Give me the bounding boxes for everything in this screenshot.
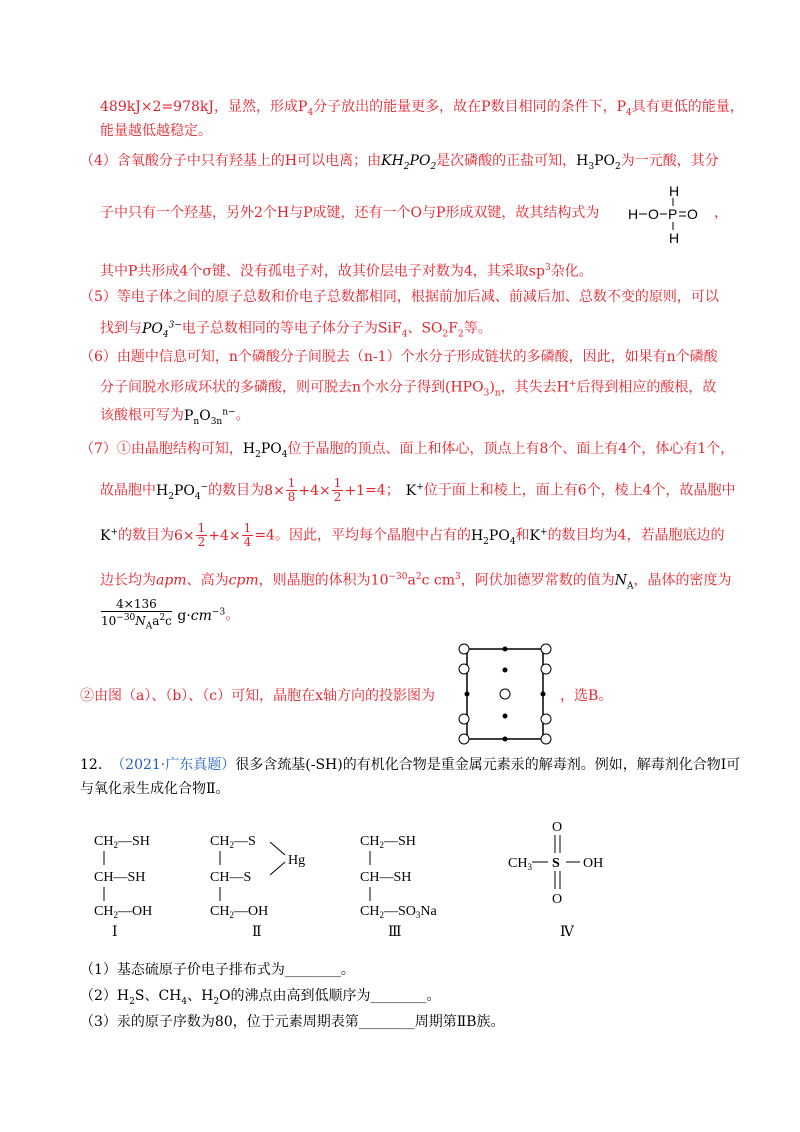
svg-text:CH2—OH: $CH_2—OH$ [94, 904, 153, 920]
svg-text:O: O [687, 206, 698, 222]
svg-text:H: H [669, 230, 680, 246]
svg-text:CH2—SH: $CH_2—SH$ [94, 834, 150, 850]
molecules-figure [80, 815, 640, 945]
svg-text:O: O [552, 820, 563, 835]
svg-text:H: H [669, 184, 680, 199]
part-4-line-1: （4）含氧酸分子中只有羟基上的H可以电离；由$KH_2PO_2$是次磷酸的正盐可知，$H_3PO_2$为一元酸，其分 [80, 153, 719, 172]
label-II: Ⅱ [252, 924, 262, 940]
part-7-line-4: 边长均为apm、高为cpm，则晶胞的体积为$10^{-30}a^2c$ $cm^3$，阿伏加德罗常数的值为$N_A$，晶体的密度为 [100, 572, 732, 592]
part-6-line-2: 分子间脱水形成环状的多磷酸，则可脱去n个水分子得到$(HPO_3)_n$，其失去H+后得到相应的酸根，故 [100, 379, 717, 399]
sub-question-1: （1）基态硫原子价电子排布式为________。 [80, 962, 355, 978]
answer-line-2: 能量越低越稳定。 [100, 123, 212, 139]
part-7-line-2: 故晶胞中$H_2PO_4^-$的数目为8× $\frac{1}{8}$ +4× $\frac{1}{2}$ +1=4； K+位于面上和棱上，面上有6个，棱上4个，故晶胞中 [100, 476, 736, 505]
label-III: Ⅲ [388, 924, 402, 940]
part-7-line-6b: ，选B。 [560, 688, 613, 704]
answer-line-1: 489kJ×2=978kJ，显然，形成$P_4$分子放出的能量更多，故在P数目相同的条件下，$P_4$具有更低的能量， [100, 99, 744, 118]
label-IV: Ⅳ [560, 924, 574, 940]
part-5-line-1: （5）等电子体之间的原子总数和价电子总数都相同，根据前加后减、前减后加、总数不变的原则，可以 [80, 289, 719, 305]
svg-text:P: P [668, 206, 678, 222]
unit-cell-projection-figure [455, 638, 555, 750]
svg-text:CH2—SO3Na: $CH_2—SO_3Na$ [360, 904, 437, 920]
svg-text:CH2—OH: $CH_2—OH$ [210, 904, 269, 920]
part-4-comma: ， [714, 205, 728, 221]
density-expression: $\frac{4\times 136}{10^{-30}N_Aa^2c}$ $g\cdot cm^{-3}$。 [101, 597, 240, 632]
compound-IV-structure [508, 820, 603, 907]
svg-text:CH—SH: CH—SH [94, 870, 146, 885]
svg-text:CH2—S: $CH_2—S$ [210, 834, 256, 850]
part-7-line-3: K+的数目为6× $\frac{1}{2}$ +4× $\frac{1}{4}$ =4。因此，平均每个晶胞中占有的$H_2PO_4$和K+的数目均为4，若晶胞底边的 [100, 521, 725, 550]
question-12-line-1: 12. （2021·广东真题）很多含巯基(-SH)的有机化合物是重金属元素汞的解毒剂。例如，解毒剂化合物Ⅰ可 [80, 757, 741, 773]
svg-text:CH—SH: CH—SH [360, 870, 412, 885]
part-7-line-6a: ②由图（a）、（b）、（c）可知，晶胞在x轴方向的投影图为 [80, 688, 436, 704]
question-source-link[interactable]: （2021·广东真题） [111, 757, 236, 773]
question-12-line-2: 与氧化汞生成化合物Ⅱ。 [80, 781, 230, 797]
svg-text:O: O [648, 206, 659, 222]
compound-III-structure [360, 834, 437, 920]
part-7-line-1: （7）①由晶胞结构可知，$H_2PO_4$位于晶胞的顶点、面上和体心，顶点上有8个、面上有4个，体心有1个， [80, 441, 735, 460]
sub-question-3: （3）汞的原子序数为80，位于元素周期表第________周期第ⅡB族。 [80, 1014, 505, 1030]
svg-text:CH3: $CH_3$ [508, 856, 532, 872]
compound-II-structure [210, 834, 305, 920]
compound-I-structure [94, 834, 152, 920]
svg-text:CH—S: CH—S [210, 870, 252, 885]
svg-text:Hg: Hg [288, 853, 306, 868]
part-4-line-3: 其中P共形成4个σ键、没有孤电子对，故其价层电子对数为4，其采取$sp^3$杂化。 [100, 263, 593, 280]
part-4-line-2: 子中只有一个羟基，另外2个H与P成键，还有一个O与P形成双键，故其结构式为 [100, 205, 600, 221]
label-I: Ⅰ [112, 924, 118, 940]
svg-text:O: O [552, 892, 563, 907]
part-6-line-3: 该酸根可写为$P_nO_{3n}^{n-}$。 [100, 407, 250, 427]
svg-text:OH: OH [583, 856, 604, 871]
part-6-line-1: （6）由题中信息可知，n个磷酸分子间脱去（n-1）个水分子形成链状的多磷酸，因此，如果有n个磷酸 [80, 349, 718, 365]
svg-text:CH2—SH: $CH_2—SH$ [360, 834, 416, 850]
hypophosphorous-acid-structure [628, 184, 712, 246]
svg-text:S: S [552, 856, 560, 871]
part-5-line-2: 找到与$PO_4^{3-}$电子总数相同的等电子体分子为SiF$_4$、$SO_2F_2$等。 [100, 320, 492, 340]
svg-text:H: H [628, 206, 639, 222]
sub-question-2: $(2)H_2S$、$CH_4$、$H_2O$的沸点由高到低顺序为________。 [80, 988, 441, 1007]
